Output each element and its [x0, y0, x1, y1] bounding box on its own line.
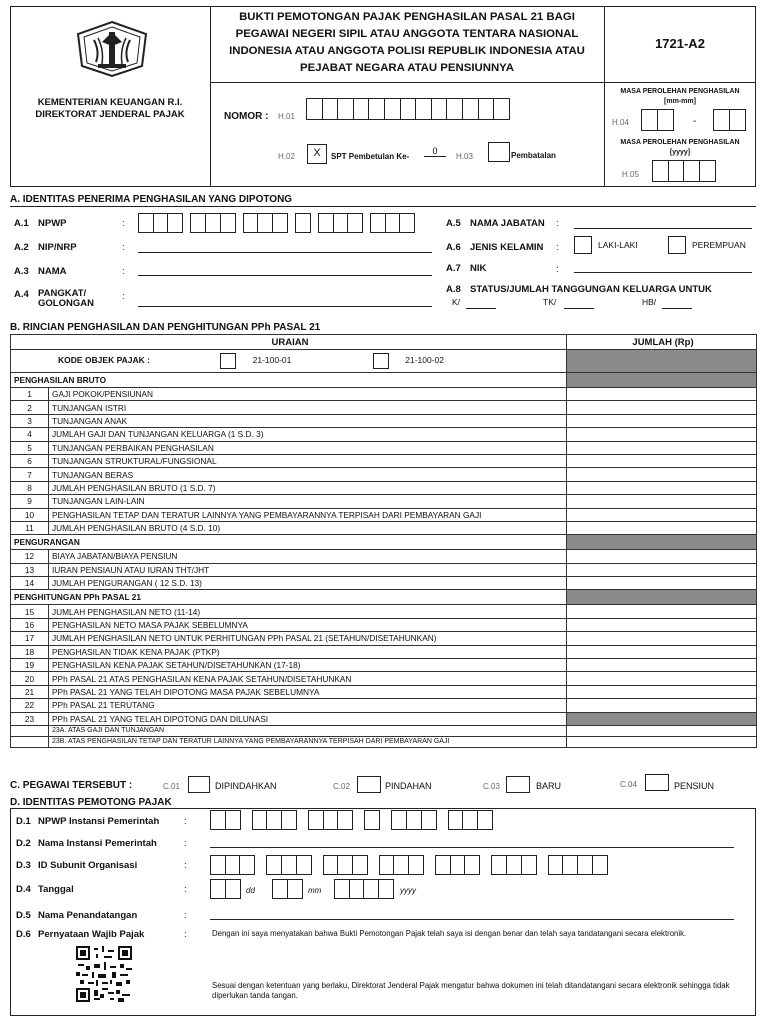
table-row — [11, 712, 757, 725]
a3-colon: : — [122, 266, 125, 277]
row-number: 22 — [11, 699, 49, 712]
row-description: JUMLAH PENGHASILAN BRUTO (1 S.D. 7) — [49, 481, 567, 494]
bruto-heading-amount — [567, 373, 757, 388]
table-row — [11, 563, 757, 576]
row-number: 8 — [11, 481, 49, 494]
table-row — [11, 428, 757, 441]
a8-code: A.8 — [446, 284, 461, 295]
row-amount[interactable] — [567, 645, 757, 658]
row-amount[interactable] — [567, 441, 757, 454]
a2-label: NIP/NRP — [38, 242, 77, 253]
a5-label: NAMA JABATAN — [470, 218, 545, 229]
kode1-label: 21-100-01 — [252, 355, 292, 366]
a6-label: JENIS KELAMIN — [470, 242, 544, 253]
d2-label: Nama Instansi Pemerintah — [38, 838, 157, 849]
row-number: 18 — [11, 645, 49, 658]
row-description: TUNJANGAN PERBAIKAN PENGHASILAN — [49, 441, 567, 454]
table-row — [11, 468, 757, 481]
c02-checkbox[interactable] — [357, 776, 381, 793]
row-amount[interactable] — [567, 481, 757, 494]
kode-label: KODE OBJEK PAJAK : — [58, 355, 150, 366]
h03-code: H.03 — [456, 152, 473, 161]
row-description: JUMLAH PENGHASILAN NETO (11-14) — [49, 605, 567, 618]
table-row — [11, 605, 757, 618]
tk-field[interactable] — [564, 308, 594, 309]
pengurangan-heading: PENGURANGAN — [11, 535, 567, 550]
row-number: 21 — [11, 685, 49, 698]
row-amount[interactable] — [567, 401, 757, 414]
row-23a-amount[interactable] — [567, 725, 757, 736]
table-row — [11, 481, 757, 494]
statement-text: Dengan ini saya menyatakan bahwa Bukti Pemotongan Pajak telah saya isi dengan benar dan telah saya tandatangani secara elektronik. — [212, 929, 687, 938]
income-table — [10, 334, 757, 748]
d3-code: D.3 — [16, 860, 31, 871]
row-amount[interactable] — [567, 577, 757, 590]
row-number: 1 — [11, 388, 49, 401]
d2-colon: : — [184, 838, 187, 849]
masa1-format: [mm-mm] — [664, 98, 696, 105]
row-number: 16 — [11, 618, 49, 631]
a5-code: A.5 — [446, 218, 461, 229]
row-description: JUMLAH PENGHASILAN NETO UNTUK PERHITUNGAN PPh PASAL 21 (SETAHUN/DISETAHUNKAN) — [49, 632, 567, 645]
spt-checkbox[interactable]: X — [307, 144, 327, 164]
row-amount[interactable] — [567, 672, 757, 685]
male-checkbox[interactable] — [574, 236, 592, 254]
table-row — [11, 495, 757, 508]
table-row — [11, 441, 757, 454]
row-23a-no — [11, 725, 49, 736]
kode1-checkbox[interactable] — [220, 353, 236, 369]
c01-label: DIPINDAHKAN — [215, 781, 277, 791]
row-description: GAJI POKOK/PENSIUNAN — [49, 388, 567, 401]
month-boxes[interactable] — [272, 879, 301, 899]
row-description: IURAN PENSIAUN ATAU IURAN THT/JHT — [49, 563, 567, 576]
c02-label: PINDAHAN — [385, 781, 432, 791]
row-amount[interactable] — [567, 699, 757, 712]
hb-label: HB/ — [642, 297, 657, 307]
row-description: PENGHASILAN TIDAK KENA PAJAK (PTKP) — [49, 645, 567, 658]
row-number: 10 — [11, 508, 49, 521]
d4-label: Tanggal — [38, 884, 74, 895]
pembatalan-label: Pembatalan — [511, 151, 556, 160]
row-amount[interactable] — [567, 468, 757, 481]
row-number: 14 — [11, 577, 49, 590]
row-amount[interactable] — [567, 632, 757, 645]
c03-checkbox[interactable] — [506, 776, 530, 793]
table-row — [11, 659, 757, 672]
title-line-4: PEJABAT NEGARA ATAU PENSIUNNYA — [300, 62, 514, 74]
d3-label: ID Subunit Organisasi — [38, 860, 138, 871]
form-code-divider — [604, 82, 756, 83]
row-description: JUMLAH PENGURANGAN ( 12 S.D. 13) — [49, 577, 567, 590]
table-row — [11, 699, 757, 712]
row-description: PPh PASAL 21 YANG TELAH DIPOTONG MASA PAJAK SEBELUMNYA — [49, 685, 567, 698]
kode2-label: 21-100-02 — [405, 355, 445, 366]
year-boxes-d[interactable] — [334, 879, 392, 899]
row-amount[interactable] — [567, 414, 757, 427]
legal-note: Sesuai dengan ketentuan yang berlaku, Direktorat Jenderal Pajak mengatur bahwa dokumen ini telah ditandatangani secara elektronik sehingga tidak diperlukan tanda tangan. — [212, 981, 730, 1000]
row-23a-text: 23A. ATAS GAJI DAN TUNJANGAN — [49, 725, 567, 736]
table-row — [11, 632, 757, 645]
row-description: TUNJANGAN ANAK — [49, 414, 567, 427]
table-row — [11, 401, 757, 414]
row-amount[interactable] — [567, 685, 757, 698]
a7-label: NIK — [470, 263, 487, 274]
penghitungan-heading-amount — [567, 590, 757, 605]
pengurangan-heading-amount — [567, 535, 757, 550]
mm-label: mm — [308, 886, 322, 895]
row-number: 20 — [11, 672, 49, 685]
a7-colon: : — [556, 264, 559, 275]
row-amount[interactable] — [567, 428, 757, 441]
k-field[interactable] — [466, 308, 496, 309]
d-npwp-boxes[interactable] — [210, 810, 491, 835]
row-description: TUNJANGAN ISTRI — [49, 401, 567, 414]
a1-colon: : — [122, 218, 125, 229]
row-amount[interactable] — [567, 508, 757, 521]
a3-code: A.3 — [14, 266, 29, 277]
a8-label: STATUS/JUMLAH TANGGUNGAN KELUARGA UNTUK — [470, 284, 712, 295]
row-number: 23 — [11, 712, 49, 725]
d6-colon: : — [184, 929, 187, 940]
row-number: 2 — [11, 401, 49, 414]
nomor-label: NOMOR : — [224, 111, 269, 122]
a2-colon: : — [122, 242, 125, 253]
row-number: 4 — [11, 428, 49, 441]
c04-code: C.04 — [620, 780, 637, 789]
subunit-boxes[interactable] — [210, 855, 606, 880]
header-divider-right — [604, 6, 605, 187]
spt-label: SPT Pembetulan Ke- — [331, 152, 410, 161]
row-23b-no — [11, 736, 49, 747]
section-a-rule — [10, 206, 756, 207]
section-d-title: D. IDENTITAS PEMOTONG PAJAK — [10, 797, 172, 808]
qr-code — [76, 946, 132, 1002]
a6-code: A.6 — [446, 242, 461, 253]
masa-end-boxes[interactable] — [713, 109, 744, 131]
bruto-heading: PENGHASILAN BRUTO — [11, 373, 567, 388]
c01-checkbox[interactable] — [188, 776, 210, 793]
table-row — [11, 508, 757, 521]
yyyy-label: yyyy — [400, 886, 416, 895]
female-checkbox[interactable] — [668, 236, 686, 254]
form-title — [210, 9, 604, 77]
row-number: 17 — [11, 632, 49, 645]
masa2-format: [yyyy] — [669, 149, 691, 156]
row-number: 12 — [11, 550, 49, 563]
nomor-boxes[interactable] — [306, 98, 509, 120]
row-description: PENGHASILAN TETAP DAN TERATUR LAINNYA YANG PEMBAYARANNYA TERPISAH DARI PEMBAYARAN GAJI — [49, 508, 567, 521]
table-row — [11, 454, 757, 467]
row-amount[interactable] — [567, 712, 757, 725]
hb-field[interactable] — [662, 308, 692, 309]
a5-colon: : — [556, 218, 559, 229]
table-row — [11, 550, 757, 563]
row-amount[interactable] — [567, 605, 757, 618]
h04-code: H.04 — [612, 118, 629, 127]
a4-label-1: PANGKAT/ — [38, 288, 87, 299]
pangkat-field[interactable] — [138, 306, 432, 307]
male-label: LAKI-LAKI — [598, 240, 638, 250]
d4-code: D.4 — [16, 884, 31, 895]
row-amount[interactable] — [567, 618, 757, 631]
instansi-field[interactable] — [210, 847, 734, 848]
a4-code: A.4 — [14, 289, 29, 300]
nip-field[interactable] — [138, 252, 432, 253]
row-description: JUMLAH PENGHASILAN BRUTO (4 S.D. 10) — [49, 521, 567, 534]
masa-start-boxes[interactable] — [641, 109, 672, 131]
dd-label: dd — [246, 886, 255, 895]
a1-label: NPWP — [38, 218, 67, 229]
a4-colon: : — [122, 291, 125, 302]
jabatan-field[interactable] — [574, 228, 752, 229]
directorate-name: DIREKTORAT JENDERAL PAJAK — [35, 109, 185, 120]
penandatangan-field[interactable] — [210, 919, 734, 920]
section-c-title: C. PEGAWAI TERSEBUT : — [10, 780, 133, 791]
row-amount[interactable] — [567, 454, 757, 467]
masa1-label: MASA PEROLEHAN PENGHASILAN — [620, 88, 740, 95]
ministry-name: KEMENTERIAN KEUANGAN R.I. — [37, 97, 183, 108]
section-a-title: A. IDENTITAS PENERIMA PENGHASILAN YANG DIPOTONG — [10, 194, 293, 205]
ministry-logo — [76, 20, 148, 78]
c04-label: PENSIUN — [674, 781, 715, 791]
title-line-2: PEGAWAI NEGERI SIPIL ATAU ANGGOTA TENTARA NASIONAL — [235, 28, 579, 40]
d2-code: D.2 — [16, 838, 31, 849]
d3-colon: : — [184, 860, 187, 871]
table-row — [11, 672, 757, 685]
d1-code: D.1 — [16, 816, 31, 827]
kode2-checkbox[interactable] — [373, 353, 389, 369]
title-line-1: BUKTI PEMOTONGAN PAJAK PENGHASILAN PASAL 21 BAGI — [239, 11, 575, 23]
table-row — [11, 414, 757, 427]
form-code: 1721-A2 — [655, 36, 705, 51]
table-row — [11, 521, 757, 534]
kode-objek-row — [11, 350, 567, 373]
table-row — [11, 577, 757, 590]
row-amount[interactable] — [567, 521, 757, 534]
d5-label: Nama Penandatangan — [38, 910, 138, 921]
spt-value[interactable]: 0 — [424, 146, 446, 157]
row-description: PPh PASAL 21 YANG TELAH DIPOTONG DAN DILUNASI — [49, 712, 567, 725]
col-uraian: URAIAN — [11, 335, 567, 350]
masa2-label: MASA PEROLEHAN PENGHASILAN — [620, 139, 740, 146]
row-23b-amount[interactable] — [567, 736, 757, 747]
row-number: 6 — [11, 454, 49, 467]
row-number: 5 — [11, 441, 49, 454]
row-description: PPh PASAL 21 ATAS PENGHASILAN KENA PAJAK SETAHUN/DISETAHUNKAN — [49, 672, 567, 685]
d5-code: D.5 — [16, 910, 31, 921]
row-amount[interactable] — [567, 495, 757, 508]
row-number: 9 — [11, 495, 49, 508]
h05-code: H.05 — [622, 170, 639, 179]
d6-code: D.6 — [16, 929, 31, 940]
pembatalan-checkbox[interactable] — [488, 142, 510, 162]
d6-label: Pernyataan Wajib Pajak — [38, 929, 145, 940]
row-number: 11 — [11, 521, 49, 534]
a4-label-2: GOLONGAN — [38, 298, 94, 309]
year-boxes[interactable] — [652, 160, 714, 182]
masa-dash: - — [693, 116, 697, 127]
row-description: TUNJANGAN LAIN-LAIN — [49, 495, 567, 508]
a7-code: A.7 — [446, 263, 461, 274]
d1-label: NPWP Instansi Pemerintah — [38, 816, 160, 827]
penghitungan-heading: PENGHITUNGAN PPh PASAL 21 — [11, 590, 567, 605]
row-23b-text: 23B. ATAS PENGHASILAN TETAP DAN TERATUR LAINNYA YANG PEMBAYARANNYA TERPISAH DARI PEMBAYARAN GAJI — [49, 736, 567, 747]
a6-colon: : — [556, 242, 559, 253]
row-description: PENGHASILAN NETO MASA PAJAK SEBELUMNYA — [49, 618, 567, 631]
row-number: 15 — [11, 605, 49, 618]
row-number: 3 — [11, 414, 49, 427]
row-description: TUNJANGAN STRUKTURAL/FUNGSIONAL — [49, 454, 567, 467]
table-row — [11, 618, 757, 631]
row-description: BIAYA JABATAN/BIAYA PENSIUN — [49, 550, 567, 563]
row-number: 7 — [11, 468, 49, 481]
c01-code: C.01 — [163, 782, 180, 791]
day-boxes[interactable] — [210, 879, 239, 899]
a1-code: A.1 — [14, 218, 29, 229]
k-label: K/ — [452, 297, 461, 307]
row-description: PENGHASILAN KENA PAJAK SETAHUN/DISETAHUNKAN (17-18) — [49, 659, 567, 672]
h01-code: H.01 — [278, 112, 295, 121]
d5-colon: : — [184, 910, 187, 921]
nama-field[interactable] — [138, 275, 432, 276]
c04-checkbox[interactable] — [645, 774, 669, 791]
row-description: JUMLAH GAJI DAN TUNJANGAN KELUARGA (1 S.D. 3) — [49, 428, 567, 441]
female-label: PEREMPUAN — [692, 240, 746, 250]
d4-colon: : — [184, 884, 187, 895]
table-row — [11, 645, 757, 658]
col-jumlah: JUMLAH (Rp) — [567, 335, 757, 350]
h02-code: H.02 — [278, 152, 295, 161]
title-line-3: INDONESIA ATAU ANGGOTA POLISI REPUBLIK INDONESIA ATAU — [229, 45, 585, 57]
row-amount[interactable] — [567, 659, 757, 672]
c03-label: BARU — [536, 781, 562, 791]
row-amount[interactable] — [567, 563, 757, 576]
row-amount[interactable] — [567, 388, 757, 401]
row-number: 13 — [11, 563, 49, 576]
c02-code: C.02 — [333, 782, 350, 791]
d1-colon: : — [184, 816, 187, 827]
row-number: 19 — [11, 659, 49, 672]
row-description: TUNJANGAN BERAS — [49, 468, 567, 481]
tk-label: TK/ — [543, 297, 557, 307]
c03-code: C.03 — [483, 782, 500, 791]
nik-field[interactable] — [574, 272, 752, 273]
npwp-boxes[interactable] — [138, 213, 414, 238]
a3-label: NAMA — [38, 266, 67, 277]
row-description: PPh PASAL 21 TERUTANG — [49, 699, 567, 712]
row-amount[interactable] — [567, 550, 757, 563]
table-row — [11, 685, 757, 698]
section-b-title: B. RINCIAN PENGHASILAN DAN PENGHITUNGAN PPh PASAL 21 — [10, 322, 321, 333]
a2-code: A.2 — [14, 242, 29, 253]
kode-amount — [567, 350, 757, 373]
table-row — [11, 388, 757, 401]
